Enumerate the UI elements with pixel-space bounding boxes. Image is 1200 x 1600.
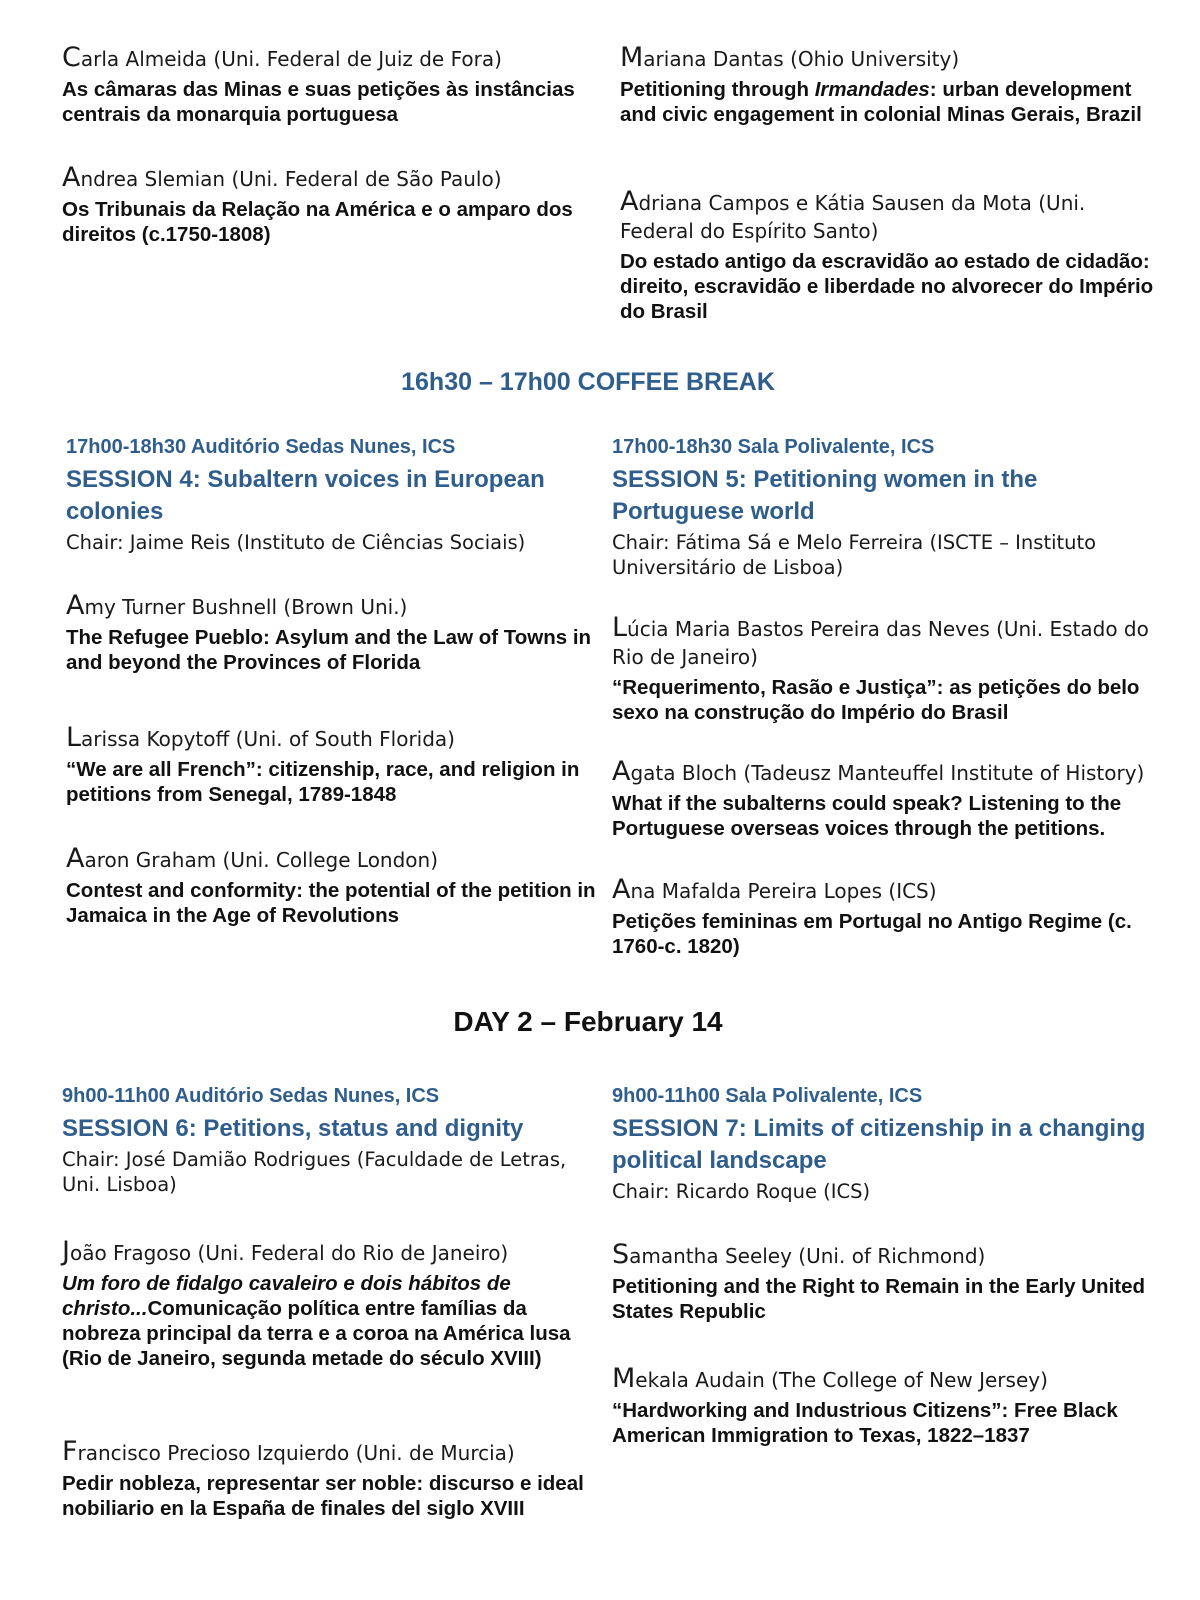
speaker-name: Samantha Seeley (Uni. of Richmond): [612, 1239, 986, 1270]
speaker-name: Larissa Kopytoff (Uni. of South Florida): [66, 722, 455, 753]
speaker-name: Mariana Dantas (Ohio University): [620, 42, 960, 73]
session-title: SESSION 7: Limits of citizenship in a changing political landscape: [612, 1115, 1146, 1174]
paper-title: Do estado antigo da escravidão ao estado de cidadão: direito, escravidão e liberdade no alvorecer do Império do Brasil: [620, 250, 1154, 323]
paper-title: Pedir nobleza, representar ser noble: discurso e ideal nobiliario en la España de finales del siglo XVIII: [62, 1472, 584, 1520]
speaker-name: Amy Turner Bushnell (Brown Uni.): [66, 590, 408, 621]
paper-entry: [66, 724, 606, 807]
paper-entry: [620, 188, 1160, 324]
speaker-name: Agata Bloch (Tadeusz Manteuffel Institute of History): [612, 756, 1145, 787]
paper-entry: [62, 44, 602, 127]
session-title: SESSION 5: Petitioning women in the Portuguese world: [612, 466, 1038, 525]
paper-title: As câmaras das Minas e suas petições às instâncias centrais da monarquia portuguesa: [62, 78, 575, 126]
paper-entry: [62, 164, 602, 247]
speaker-name: Ana Mafalda Pereira Lopes (ICS): [612, 874, 937, 905]
session-title: SESSION 6: Petitions, status and dignity: [62, 1115, 524, 1142]
day-heading: DAY 2 – February 14: [453, 1006, 723, 1037]
speaker-name: Lúcia Maria Bastos Pereira das Neves (Uni. Estado do Rio de Janeiro): [612, 612, 1149, 669]
paper-title: Os Tribunais da Relação na América e o amparo dos direitos (c.1750-1808): [62, 198, 573, 246]
session-slot: 9h00-11h00 Auditório Sedas Nunes, ICS: [62, 1085, 440, 1107]
paper-title: “We are all French”: citizenship, race, and religion in petitions from Senegal, 1789-1848: [66, 758, 580, 806]
paper-title: Petições femininas em Portugal no Antigo Regime (c. 1760-c. 1820): [612, 910, 1132, 958]
paper-entry: [620, 44, 1160, 127]
paper-title: The Refugee Pueblo: Asylum and the Law of Towns in and beyond the Provinces of Florida: [66, 626, 592, 674]
paper-entry: [66, 845, 606, 928]
speaker-name: Mekala Audain (The College of New Jersey): [612, 1363, 1048, 1394]
speaker-name: Andrea Slemian (Uni. Federal de São Paulo): [62, 162, 502, 193]
paper-title: Contest and conformity: the potential of the petition in Jamaica in the Age of Revolutions: [66, 879, 596, 927]
paper-entry: [612, 758, 1152, 841]
paper-entry: [612, 1241, 1152, 1324]
session-slot: 17h00-18h30 Sala Polivalente, ICS: [612, 436, 935, 458]
paper-entry: [612, 614, 1152, 725]
speaker-name: Francisco Precioso Izquierdo (Uni. de Murcia): [62, 1436, 515, 1467]
paper-entry: [612, 1365, 1152, 1448]
paper-title: Petitioning through Irmandades: urban development and civic engagement in colonial Minas Gerais, Brazil: [620, 78, 1142, 126]
paper-entry: [62, 1438, 602, 1521]
session-slot: 9h00-11h00 Sala Polivalente, ICS: [612, 1085, 923, 1107]
session-5-header: [612, 434, 1152, 580]
session-title: SESSION 4: Subaltern voices in European colonies: [66, 466, 545, 525]
paper-title: “Requerimento, Rasão e Justiça”: as petições do belo sexo na construção do Império do Brasil: [612, 676, 1140, 724]
paper-title: What if the subalterns could speak? Listening to the Portuguese overseas voices through the petitions.: [612, 792, 1122, 840]
speaker-name: João Fragoso (Uni. Federal do Rio de Janeiro): [62, 1236, 509, 1267]
paper-entry: [66, 592, 606, 675]
speaker-name: Aaron Graham (Uni. College London): [66, 843, 439, 874]
session-chair: Chair: Fátima Sá e Melo Ferreira (ISCTE – Instituto Universitário de Lisboa): [612, 531, 1097, 579]
paper-entry: [612, 876, 1152, 959]
paper-entry: [62, 1238, 602, 1371]
speaker-name: Carla Almeida (Uni. Federal de Juiz de Fora): [62, 42, 502, 73]
session-chair: Chair: Ricardo Roque (ICS): [612, 1180, 871, 1203]
coffee-break-heading: 16h30 – 17h00 COFFEE BREAK: [401, 368, 775, 396]
session-slot: 17h00-18h30 Auditório Sedas Nunes, ICS: [66, 436, 456, 458]
session-chair: Chair: José Damião Rodrigues (Faculdade de Letras, Uni. Lisboa): [62, 1148, 567, 1196]
speaker-name: Adriana Campos e Kátia Sausen da Mota (Uni. Federal do Espírito Santo): [620, 186, 1086, 243]
paper-title: “Hardworking and Industrious Citizens”: Free Black American Immigration to Texas, 1822–1837: [612, 1399, 1118, 1447]
session-chair: Chair: Jaime Reis (Instituto de Ciências Sociais): [66, 531, 526, 554]
paper-title: Petitioning and the Right to Remain in the Early United States Republic: [612, 1275, 1146, 1323]
session-6-header: [62, 1083, 602, 1197]
session-7-header: [612, 1083, 1152, 1204]
paper-title: Um foro de fidalgo cavaleiro e dois hábitos de christo...Comunicação política entre famílias da nobreza principal da terra e a coroa na América lusa (Rio de Janeiro, segunda metade do século XVIII): [62, 1272, 571, 1370]
session-4-header: [66, 434, 606, 555]
